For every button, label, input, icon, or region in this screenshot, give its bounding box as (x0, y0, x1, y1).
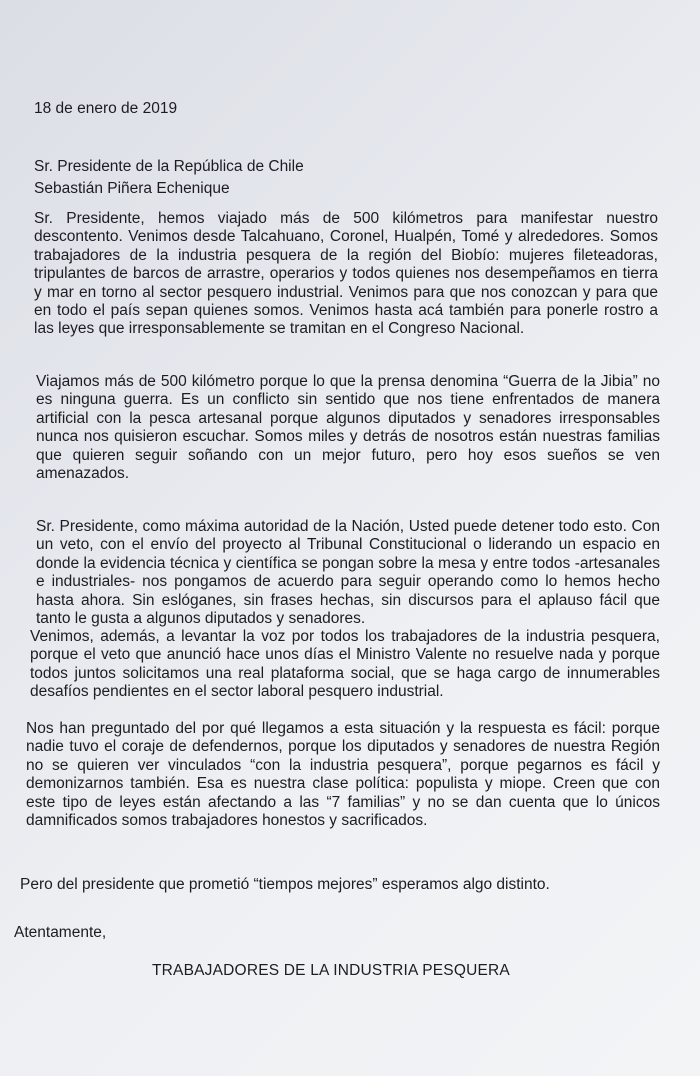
recipient-name: Sebastián Piñera Echenique (34, 180, 230, 197)
closing-line: Pero del presidente que prometió “tiempos mejores” esperamos algo distinto. (20, 876, 550, 893)
signature: TRABAJADORES DE LA INDUSTRIA PESQUERA (152, 962, 510, 979)
letter-paragraph: Viajamos más de 500 kilómetro porque lo que la prensa denomina “Guerra de la Jibia” no es ninguna guerra. Es un conflicto sin sentido que nos tiene enfrentados de manera artificial con la pesca artesanal porque algunos diputados y senadores irresponsables nunca nos quisieron escuchar. Somos miles y detrás de nosotros están nuestras familias que quieren seguir soñando con un mejor futuro, pero hoy esos sueños se ven amenazados. (36, 373, 660, 483)
letter-paragraph: Sr. Presidente, como máxima autoridad de la Nación, Usted puede detener todo esto. Con un veto, con el envío del proyecto al Tribunal Constitucional o liderando un espacio en donde la evidencia técnica y científica se pongan sobre la mesa y entre todos -artesanales e industriales- nos pongamos de acuerdo para seguir operando como lo hemos hecho hasta ahora. Sin eslóganes, sin frases hechas, sin discursos para el aplauso fácil que tanto le gusta a algunos diputados y senadores. (36, 518, 660, 628)
letter-recipient (34, 156, 304, 200)
letter-paragraph: Nos han preguntado del por qué llegamos a esta situación y la respuesta es fácil: porque nadie tuvo el coraje de defendernos, porque los diputados y senadores de nuestra Región no se quieren ver vinculados “con la industria pesquera”, porque pegarnos es fácil y demonizarnos también. Esa es nuestra clase política: populista y miope. Creen que con este tipo de leyes están afectando a las “7 familias” y no se dan cuenta que lo únicos damnificados somos trabajadores honestos y sacrificados. (26, 720, 660, 830)
letter-date: 18 de enero de 2019 (34, 100, 178, 117)
recipient-title: Sr. Presidente de la República de Chile (34, 158, 304, 175)
letter-paragraph: Venimos, además, a levantar la voz por todos los trabajadores de la industria pesquera, porque el veto que anunció hace unos días el Ministro Valente no resuelve nada y porque todos juntos solicitamos una real plataforma social, que se haga cargo de innumerables desafíos pendientes en el sector laboral pesquero industrial. (30, 628, 660, 701)
letter-paragraph: Sr. Presidente, hemos viajado más de 500 kilómetros para manifestar nuestro descontento. Venimos desde Talcahuano, Coronel, Hualpén, Tomé y alrededores. Somos trabajadores de la industria pesquera de la región del Biobío: mujeres fileteadoras, tripulantes de barcos de arrastre, operarios y todos quienes nos desempeñamos en tierra y mar en torno al sector pesquero industrial. Venimos para que nos conozcan y para que en todo el país sepan quienes somos. Venimos hasta acá también para ponerle rostro a las leyes que irresponsablemente se tramitan en el Congreso Nacional. (34, 210, 658, 338)
regards: Atentamente, (14, 924, 107, 941)
